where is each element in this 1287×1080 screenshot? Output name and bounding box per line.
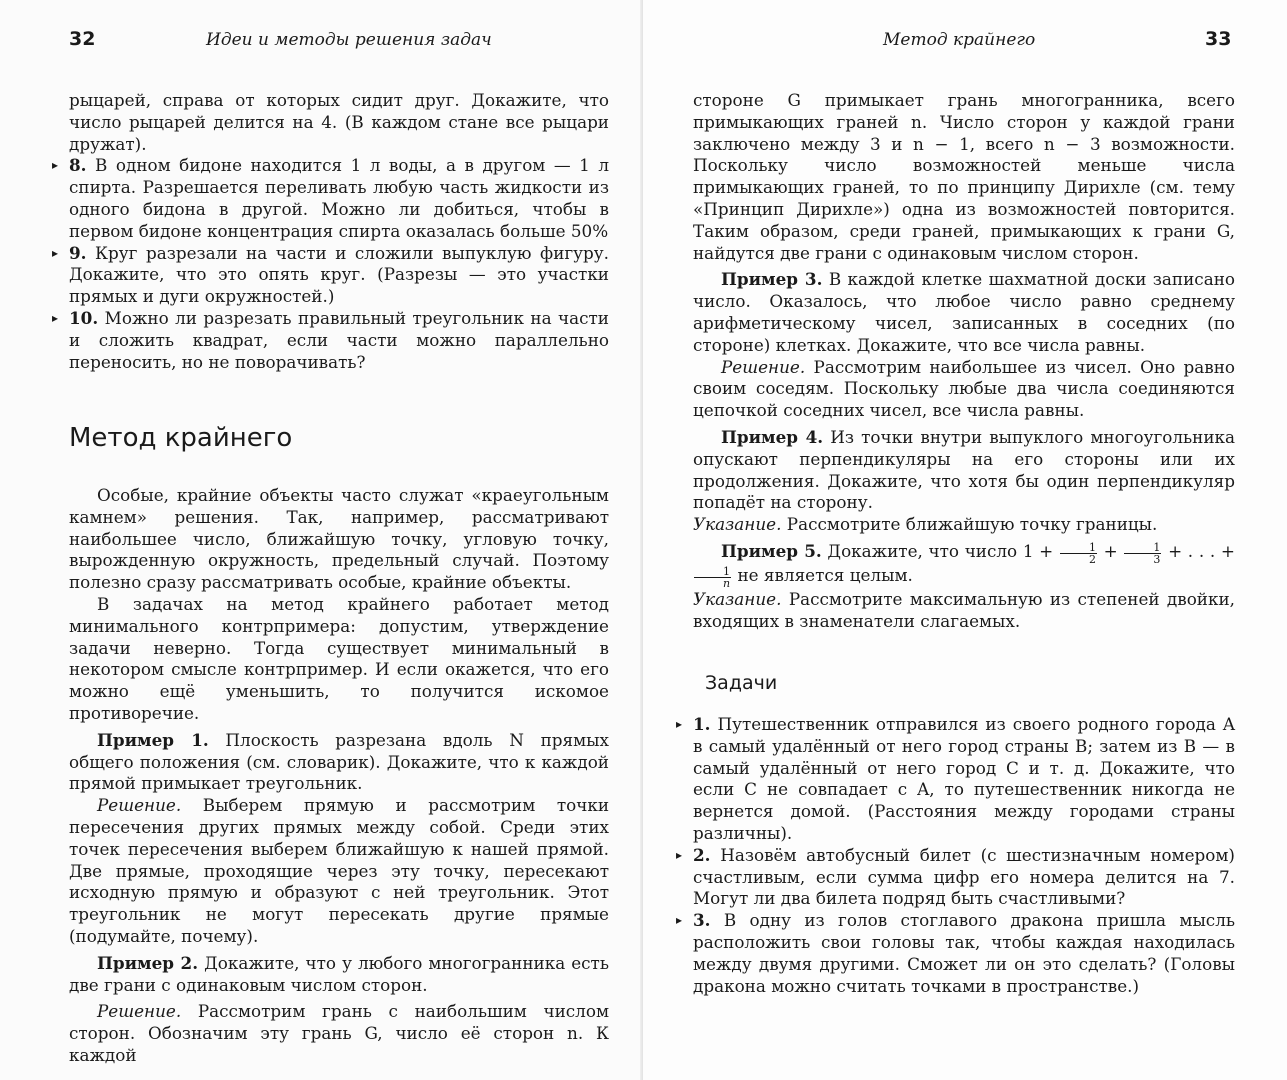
left-column-body (69, 485, 609, 1067)
task-10 (52, 307, 609, 373)
page-number: 32 (69, 28, 96, 50)
hint-label: Указание. (693, 514, 782, 535)
fraction (694, 566, 731, 589)
solution-text: Рассмотрим грань с наибольшим числом сторон. Обозначим эту грань G, число её сторон n. К каждой (69, 1001, 609, 1065)
example-text: не является целым. (737, 564, 913, 585)
task-1 (676, 714, 1235, 845)
intro-paragraph: Особые, крайние объекты часто служат «краеугольным камнем» решения. Так, например, рассматривают наибольшее число, ближайшую точку, угловую точку, вырожденную окружность, предельный случай. Поэтому полезно сразу рассматривать особые, крайние объекты. (69, 485, 609, 593)
denominator: n (723, 576, 731, 590)
task-text: Назовём автобусный билет (с шестизначным номером) счастливым, если сумма цифр его номера делится на 7. Могут ли два билета подряд быть счастливыми? (693, 844, 1235, 909)
triangle-right-icon: ▸ (676, 913, 683, 928)
denominator: 3 (1153, 552, 1161, 566)
right-page (643, 0, 1287, 1080)
left-column-top (52, 90, 609, 373)
example-label: Пример 2. (97, 952, 199, 973)
example-label: Пример 5. (721, 540, 822, 561)
left-page (0, 0, 643, 1080)
task-number: 9. (69, 242, 87, 263)
example-text: Плоскость разрезана вдоль N прямых общего положения (см. словарик). Докажите, что к каждой прямой примыкает треугольник. (69, 729, 609, 794)
example-text: Из точки внутри выпуклого многоугольника опускают перпендикуляры на его стороны или их продолжения. Докажите, что хотя бы один перпендикуляр попадёт на сторону. (693, 426, 1235, 513)
example-text: + . . . + (1168, 540, 1235, 561)
section-title: Метод крайнего (69, 423, 293, 453)
running-header: Идеи и методы решения задач (206, 30, 492, 50)
example-1 (69, 730, 609, 795)
example-3 (693, 269, 1235, 356)
numerator: 1 (1124, 542, 1161, 554)
solution-1 (69, 795, 609, 948)
example-4 (693, 427, 1235, 514)
continuation-text: рыцарей, справа от которых сидит друг. Докажите, что число рыцарей делится на 4. (В каждом стане все рыцари дружат). (69, 90, 609, 154)
task-text: Можно ли разрезать правильный треугольник на части и сложить квадрат, если части можно параллельно переносить, но не поворачивать? (69, 307, 609, 372)
example-text: Докажите, что у любого многогранника есть две грани с одинаковым числом сторон. (69, 952, 609, 995)
task-text: Круг разрезали на части и сложили выпуклую фигуру. Докажите, что это опять круг. (Разрезы — это участки прямых и дуги окружностей.) (69, 242, 609, 307)
numerator: 1 (1060, 542, 1097, 554)
page-number: 33 (1205, 28, 1232, 50)
task-number: 2. (693, 844, 711, 865)
intro-paragraph: В задачах на метод крайнего работает метод минимального контрпримера: допустим, утверждение задачи неверно. Тогда существует минимальный в некотором смысле контрпример. И если окажется, что его можно ещё уменьшить, то получится искомое противоречие. (69, 593, 609, 723)
task-number: 8. (69, 155, 87, 176)
right-column-tasks (676, 714, 1235, 997)
solution-label: Решение. (97, 795, 182, 816)
example-5 (693, 541, 1235, 589)
task-number: 10. (69, 307, 99, 328)
continuation-text: стороне G примыкает грань многогранника, всего примыкающих граней n. Число сторон у каждой грани заключено между 3 и n − 1, всего n − 3 возможности. Поскольку число возможностей меньше числа примыкающих граней, то по принципу Дирихле (см. тему «Принцип Дирихле») одна из возможностей повторится. Таким образом, среди граней, примыкающих к грани G, найдутся две грани с одинаковым числом сторон. (693, 90, 1235, 263)
example-text: Докажите, что число 1 + (827, 540, 1054, 561)
hint-4 (693, 514, 1235, 536)
hint-text: Рассмотрите ближайшую точку границы. (786, 514, 1158, 535)
task-text: Путешественник отправился из своего родного города A в самый удалённый от него город страны B; затем из B — в самый удалённый от него город C и т. д. Докажите, что если C не совпадает с A, то путешественник никогда не вернется домой. (Расстояния между городами страны различны). (693, 714, 1235, 843)
task-2 (676, 844, 1235, 910)
example-text: + (1103, 540, 1118, 561)
task-8 (52, 155, 609, 242)
running-header: Метод крайнего (883, 30, 1036, 50)
solution-2 (69, 1001, 609, 1066)
fraction (1060, 542, 1097, 565)
tasks-title: Задачи (705, 672, 778, 694)
denominator: 2 (1088, 552, 1096, 566)
task-text: В одном бидоне находится 1 л воды, а в другом — 1 л спирта. Разрешается переливать любую часть жидкости из одного бидона в другой. Можно ли добиться, чтобы в первом бидоне концентрация спирта оказалась больше 50% (69, 155, 609, 241)
triangle-right-icon: ▸ (52, 245, 59, 260)
triangle-right-icon: ▸ (676, 847, 683, 862)
solution-label: Решение. (97, 1001, 182, 1022)
triangle-right-icon: ▸ (676, 717, 683, 731)
task-text: В одну из голов стоглавого дракона пришла мысль расположить свои головы так, чтобы каждая находилась между двумя другими. Сможет ли он это сделать? (Головы дракона можно считать точками в пространстве.) (693, 910, 1235, 996)
right-column-top (693, 90, 1235, 633)
example-text: В каждой клетке шахматной доски записано число. Оказалось, что любое число равно среднему арифметическому чисел, записанных в соседних (по стороне) клетках. Докажите, что все числа равны. (693, 269, 1235, 355)
triangle-right-icon: ▸ (52, 310, 59, 325)
hint-text: Рассмотрите максимальную из степеней двойки, входящих в знаменатели слагаемых. (693, 588, 1235, 631)
task-3 (676, 910, 1235, 997)
example-label: Пример 1. (97, 729, 209, 750)
example-2 (69, 953, 609, 997)
numerator: 1 (694, 566, 731, 578)
task-number: 3. (693, 910, 711, 931)
solution-label: Решение. (721, 356, 806, 377)
hint-5 (693, 589, 1235, 633)
fraction (1124, 542, 1161, 565)
task-9 (52, 242, 609, 308)
hint-label: Указание. (693, 588, 782, 609)
solution-text: Рассмотрим наибольшее из чисел. Оно равно своим соседям. Поскольку любые два числа соединяются цепочкой соседних чисел, все числа равны. (693, 356, 1235, 421)
example-label: Пример 4. (721, 426, 824, 447)
solution-3 (693, 357, 1235, 422)
example-label: Пример 3. (721, 269, 823, 290)
task-number: 1. (693, 714, 711, 734)
solution-text: Выберем прямую и рассмотрим точки пересечения других прямых между собой. Среди этих точек пересечения выберем ближайшую к нашей прямой. Две прямые, проходящие через эту точку, пересекают исходную прямую и образуют с ней треугольник. Этот треугольник не могут пересекать другие прямые (подумайте, почему). (69, 795, 609, 946)
triangle-right-icon: ▸ (52, 158, 59, 173)
